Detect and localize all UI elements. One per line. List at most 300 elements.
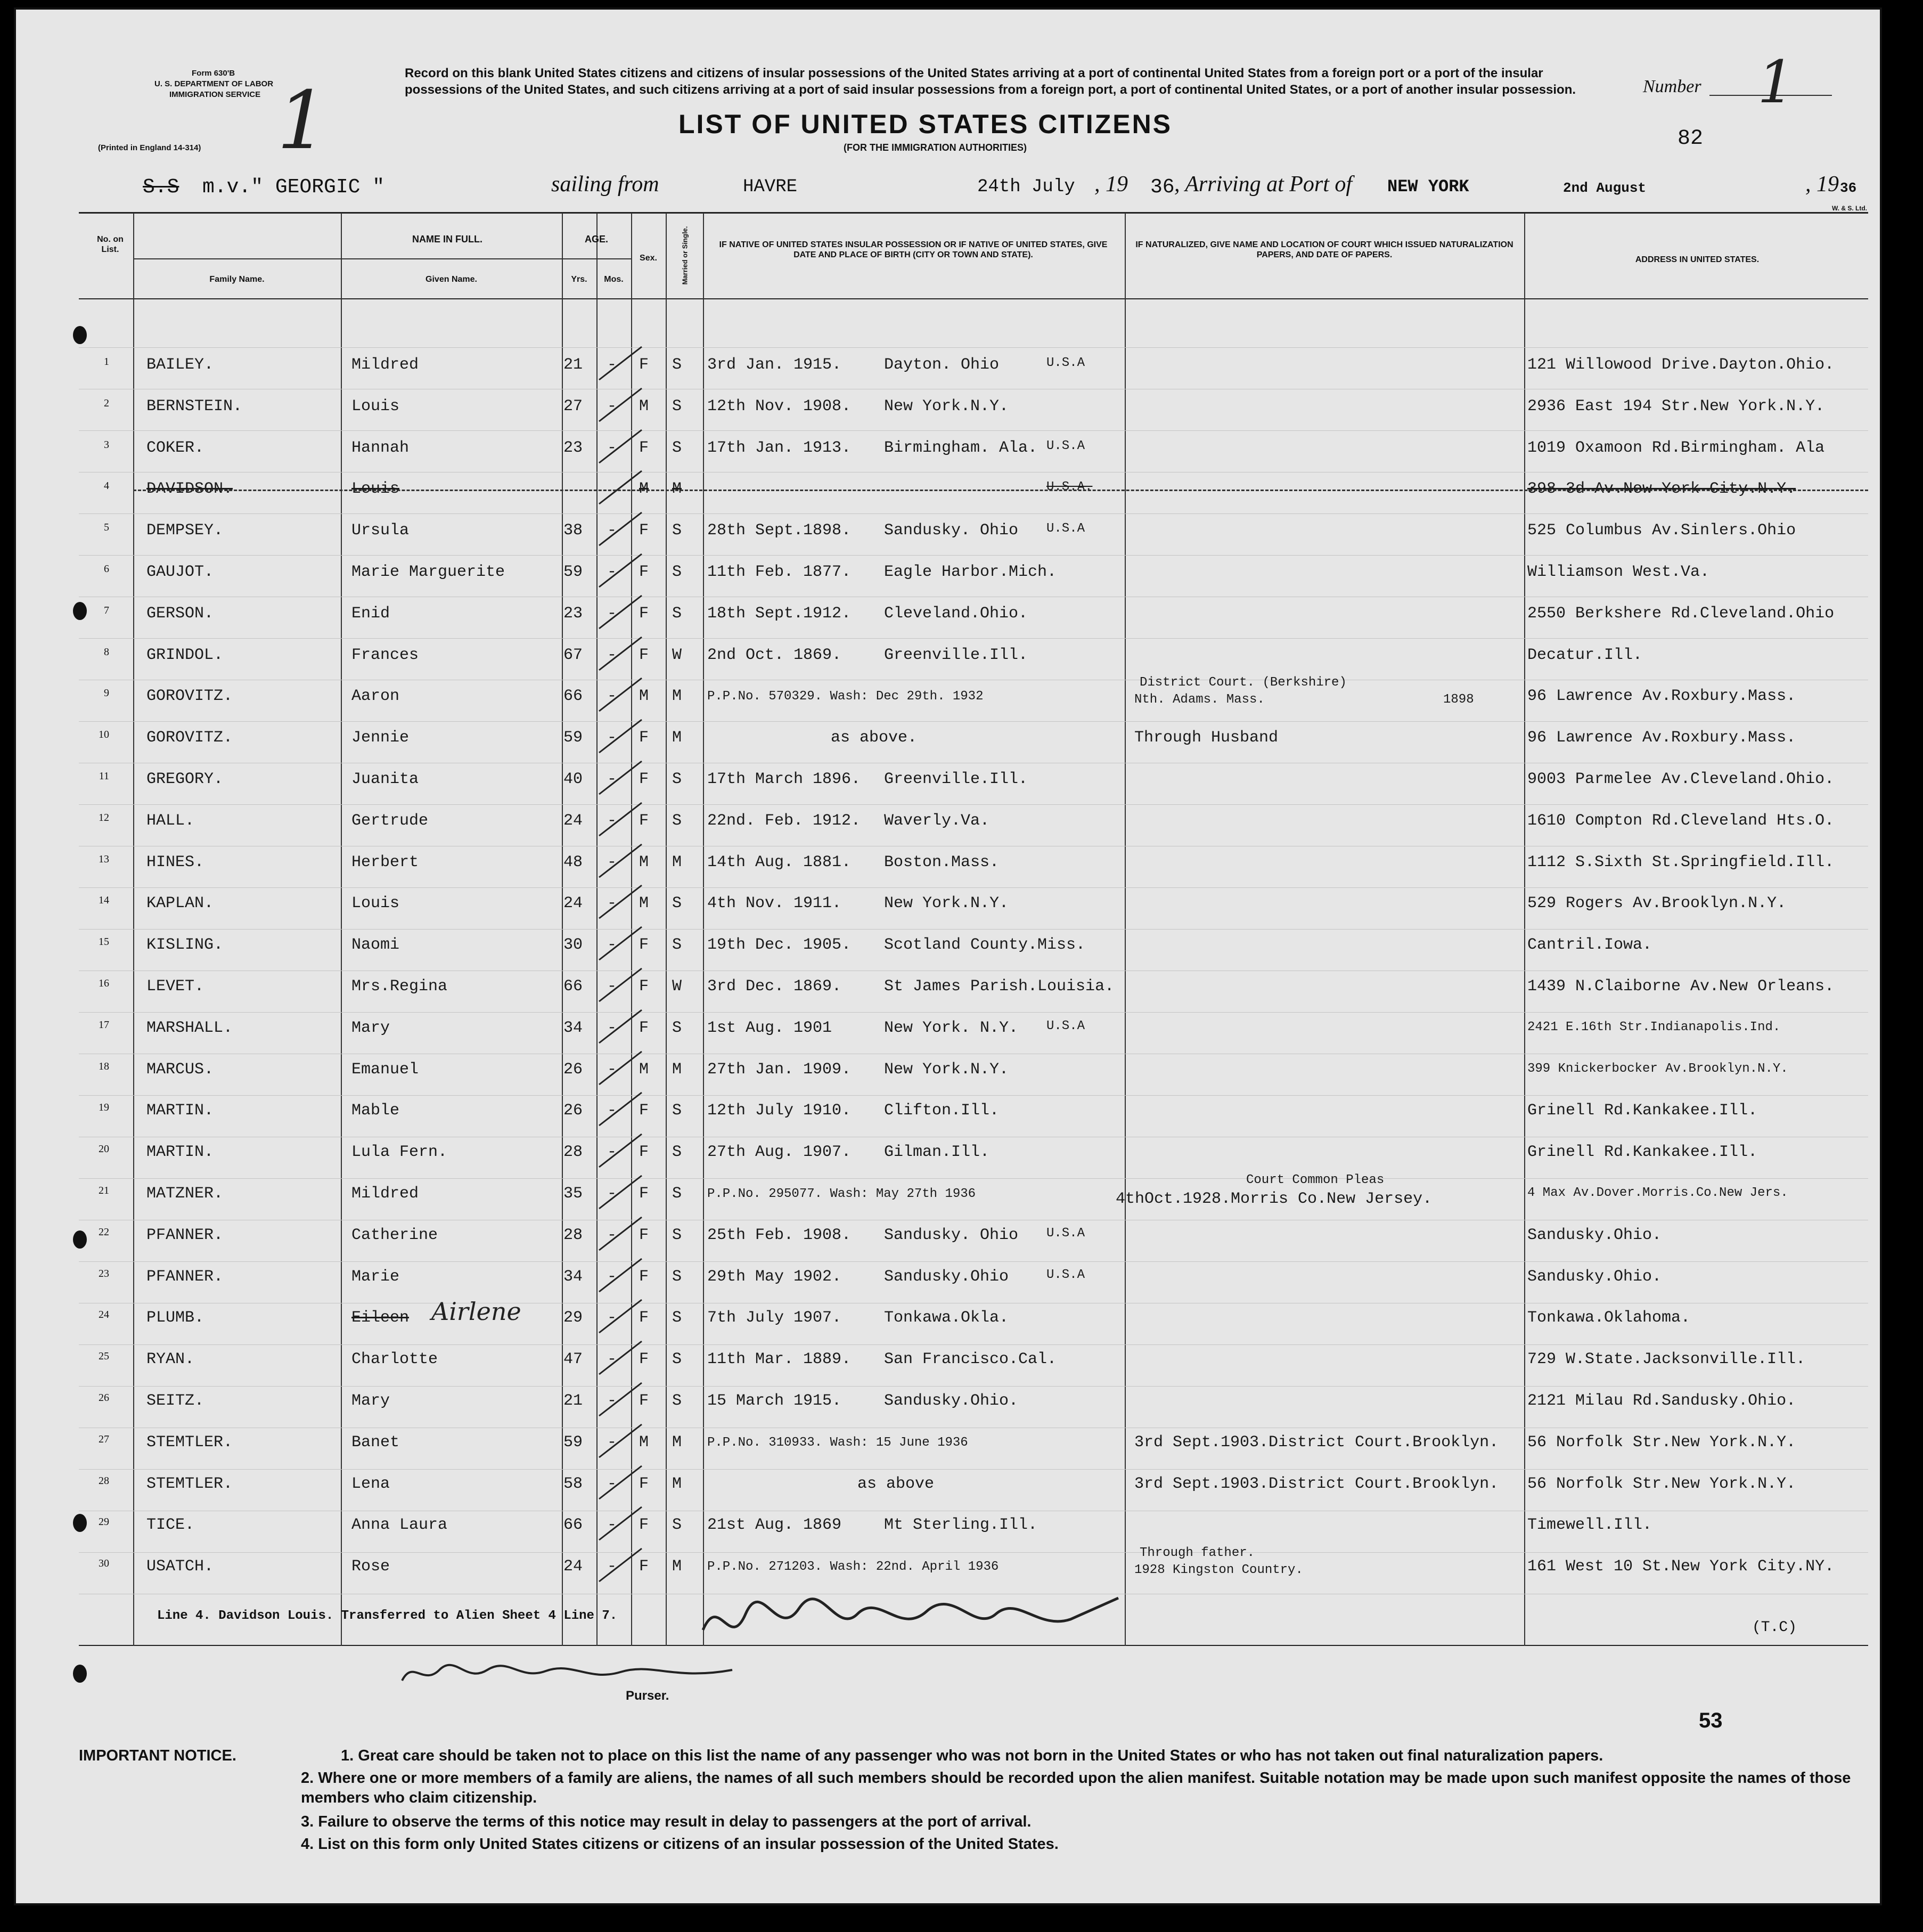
family-name: HALL. xyxy=(146,811,195,830)
row-number: 10 xyxy=(99,729,109,741)
address: Tonkawa.Oklahoma. xyxy=(1527,1309,1691,1327)
sex: F xyxy=(639,729,649,747)
marital-status: S xyxy=(672,1516,682,1535)
birth-place: Eagle Harbor.Mich. xyxy=(884,563,1057,581)
column-divider xyxy=(341,213,342,1646)
family-name: BAILEY. xyxy=(146,356,214,374)
marital-status: S xyxy=(672,1392,682,1410)
given-name: Lula Fern. xyxy=(351,1143,448,1162)
row-rule xyxy=(79,1178,1868,1179)
age-months: - xyxy=(607,1102,617,1120)
year-to: 36 xyxy=(1840,180,1857,196)
given-name: Gertrude xyxy=(351,811,429,830)
checkmark-icon xyxy=(596,1047,644,1090)
checkmark-icon xyxy=(596,1544,644,1587)
row-number: 21 xyxy=(99,1185,109,1196)
age-years: 34 xyxy=(563,1018,583,1037)
port-from: HAVRE xyxy=(743,177,798,197)
marital-status: S xyxy=(672,397,682,415)
checkmark-icon xyxy=(596,1379,644,1421)
punch-hole xyxy=(73,1230,87,1249)
family-name: DAVIDSON. xyxy=(146,480,233,499)
naturalization: 3rd Sept.1903.District Court.Brooklyn. xyxy=(1134,1433,1499,1452)
family-name: PFANNER. xyxy=(146,1267,224,1286)
age-months: - xyxy=(607,853,617,871)
family-name: SEITZ. xyxy=(146,1392,204,1410)
punch-hole xyxy=(73,602,87,620)
age-months: - xyxy=(607,1226,617,1244)
age-months: - xyxy=(607,1143,617,1162)
marital-status: S xyxy=(672,1102,682,1120)
checkmark-icon xyxy=(596,426,644,468)
sex: F xyxy=(639,811,649,830)
sex: F xyxy=(639,1267,649,1286)
marital-status: S xyxy=(672,1267,682,1286)
birth-place: Sandusky.Ohio. xyxy=(884,1392,1019,1410)
birth-place: Sandusky. Ohio xyxy=(884,521,1019,540)
address: 121 Willowood Drive.Dayton.Ohio. xyxy=(1527,356,1835,374)
row-number: 1 xyxy=(104,356,109,368)
checkmark-icon xyxy=(596,508,644,551)
sex: M xyxy=(639,480,649,499)
checkmark-icon xyxy=(596,1503,644,1545)
age-years: 27 xyxy=(563,397,583,415)
birth-place: Gilman.Ill. xyxy=(884,1143,990,1162)
row-number: 29 xyxy=(99,1516,109,1528)
birth-date: P.P.No. 295077. Wash: May 27th 1936 xyxy=(707,1187,976,1201)
age-months: - xyxy=(607,1433,617,1452)
citizenship-note: U.S.A. xyxy=(1046,480,1093,495)
citizenship-note: U.S.A xyxy=(1046,356,1085,370)
marital-status: M xyxy=(672,1060,682,1079)
row-number: 18 xyxy=(99,1060,109,1072)
checkmark-icon xyxy=(596,1462,644,1504)
age-years: 35 xyxy=(563,1185,583,1203)
age-months: - xyxy=(607,1267,617,1286)
birth-place: Sandusky. Ohio xyxy=(884,1226,1019,1244)
family-name: GRINDOL. xyxy=(146,646,224,664)
age-months: - xyxy=(607,356,617,374)
checkmark-icon xyxy=(596,923,644,965)
marital-status: M xyxy=(672,1474,682,1493)
age-months: - xyxy=(607,604,617,623)
sailing-label: sailing from xyxy=(551,172,659,197)
citizenship-note: U.S.A xyxy=(1046,1226,1085,1241)
date-from: 24th July xyxy=(977,177,1075,197)
address: 96 Lawrence Av.Roxbury.Mass. xyxy=(1527,729,1796,747)
row-number: 16 xyxy=(99,977,109,989)
family-name: RYAN. xyxy=(146,1350,195,1369)
column-divider xyxy=(1524,213,1525,1646)
age-years: 24 xyxy=(563,894,583,913)
record-instructions: Record on this blank United States citizens and citizens of insular possessions of the United States arriving at a port of continental United States from a foreign port or a port of the insular possessions of the United States, and such citizens arriving at a port of said insular possessions from a foreign port, a port of continental United States, or a port of another insular possession. xyxy=(405,66,1576,97)
family-name: GOROVITZ. xyxy=(146,687,233,706)
checkmark-icon xyxy=(596,964,644,1007)
birth-date: 17th Jan. 1913. xyxy=(707,438,852,457)
address: Sandusky.Ohio. xyxy=(1527,1267,1662,1286)
family-name: MARCUS. xyxy=(146,1060,214,1079)
age-years: 66 xyxy=(563,687,583,706)
given-name: Mrs.Regina xyxy=(351,977,448,996)
row-number: 2 xyxy=(104,397,109,409)
sex: F xyxy=(639,521,649,540)
family-name: GAUJOT. xyxy=(146,563,214,581)
age-months: - xyxy=(607,521,617,540)
birth-date: 17th March 1896. xyxy=(707,770,861,788)
birth-place: Boston.Mass. xyxy=(884,853,1000,871)
checkmark-icon xyxy=(596,881,644,924)
marital-status: S xyxy=(672,1350,682,1369)
checkmark-icon xyxy=(596,1420,644,1463)
age-months: - xyxy=(607,1185,617,1203)
purser-label: Purser. xyxy=(626,1689,669,1703)
sex: F xyxy=(639,1558,649,1576)
age-months: - xyxy=(607,770,617,788)
birth-place: Cleveland.Ohio. xyxy=(884,604,1028,623)
checkmark-icon xyxy=(596,1254,644,1297)
punch-hole xyxy=(73,1514,87,1532)
age-months: - xyxy=(607,646,617,664)
birth-date: P.P.No. 310933. Wash: 15 June 1936 xyxy=(707,1435,968,1450)
address: 56 Norfolk Str.New York.N.Y. xyxy=(1527,1474,1796,1493)
sex: F xyxy=(639,1392,649,1410)
header-no: No. on List. xyxy=(97,235,124,254)
address: 1112 S.Sixth St.Springfield.Ill. xyxy=(1527,853,1835,871)
age-months: - xyxy=(607,729,617,747)
age-years: 59 xyxy=(563,563,583,581)
row-number: 5 xyxy=(104,521,109,534)
marital-status: W xyxy=(672,646,682,664)
birth-date: 1st Aug. 1901 xyxy=(707,1018,832,1037)
birth-place: Birmingham. Ala. xyxy=(884,438,1038,457)
address: 525 Columbus Av.Sinlers.Ohio xyxy=(1527,521,1796,540)
age-years: 59 xyxy=(563,729,583,747)
row-number: 25 xyxy=(99,1350,109,1363)
row-number: 22 xyxy=(99,1226,109,1238)
family-name: GERSON. xyxy=(146,604,214,623)
header-given: Given Name. xyxy=(425,275,477,284)
row-rule xyxy=(79,513,1868,514)
sex: F xyxy=(639,770,649,788)
birth-date: 3rd Jan. 1915. xyxy=(707,356,842,374)
given-name: Mildred xyxy=(351,356,419,374)
row-rule xyxy=(79,638,1868,639)
citizenship-note: U.S.A xyxy=(1046,1018,1085,1033)
family-name: KISLING. xyxy=(146,936,224,955)
row-rule xyxy=(79,1552,1868,1553)
row-number: 12 xyxy=(99,811,109,824)
header-address: ADDRESS IN UNITED STATES. xyxy=(1635,255,1760,264)
birth-place: San Francisco.Cal. xyxy=(884,1350,1057,1369)
address: Cantril.Iowa. xyxy=(1527,936,1652,955)
row-number: 6 xyxy=(104,563,109,575)
birth-date: as above. xyxy=(831,729,918,747)
checkmark-icon xyxy=(596,633,644,675)
age-years: 24 xyxy=(563,1558,583,1576)
marital-status: S xyxy=(672,563,682,581)
address: Sandusky.Ohio. xyxy=(1527,1226,1662,1244)
given-name: Rose xyxy=(351,1558,390,1576)
given-name: Juanita xyxy=(351,770,419,788)
birth-place: Greenville.Ill. xyxy=(884,770,1028,788)
address: Williamson West.Va. xyxy=(1527,563,1710,581)
punch-hole xyxy=(73,326,87,344)
naturalization-detail: 4thOct.1928.Morris Co.New Jersey. xyxy=(1116,1190,1433,1208)
naturalization-detail: 1928 Kingston Country. xyxy=(1134,1563,1303,1578)
family-name: COKER. xyxy=(146,438,204,457)
notice-item: 1. Great care should be taken not to place on this list the name of any passenger who was not born in the United States or who has not taken out final naturalization papers. xyxy=(341,1747,1603,1764)
family-name: GOROVITZ. xyxy=(146,729,233,747)
age-months: - xyxy=(607,397,617,415)
family-name: KAPLAN. xyxy=(146,894,214,913)
birth-date: 27th Aug. 1907. xyxy=(707,1143,852,1162)
naturalization-year: 1898 xyxy=(1443,692,1474,707)
marital-status: M xyxy=(672,729,682,747)
checkmark-icon xyxy=(596,674,644,716)
address: 2936 East 194 Str.New York.N.Y. xyxy=(1527,397,1825,415)
age-years: 28 xyxy=(563,1226,583,1244)
age-months: - xyxy=(607,1350,617,1369)
page-title: LIST OF UNITED STATES CITIZENS xyxy=(678,109,1173,139)
address: 399 Knickerbocker Av.Brooklyn.N.Y. xyxy=(1527,1061,1788,1076)
row-number: 13 xyxy=(99,853,109,865)
printed-note: (Printed in England 14-314) xyxy=(98,143,201,152)
address: 161 West 10 St.New York City.NY. xyxy=(1527,1558,1835,1576)
age-months: - xyxy=(607,1558,617,1576)
age-months: - xyxy=(607,687,617,706)
handwritten-given-name: Airlene xyxy=(431,1297,521,1326)
naturalization: Court Common Pleas xyxy=(1246,1173,1385,1187)
address: Grinell Rd.Kankakee.Ill. xyxy=(1527,1143,1758,1162)
family-name: MATZNER. xyxy=(146,1185,224,1203)
sex: F xyxy=(639,1102,649,1120)
sex: M xyxy=(639,397,649,415)
age-months: - xyxy=(607,1018,617,1037)
punch-hole xyxy=(73,1665,87,1683)
age-months: - xyxy=(607,1060,617,1079)
marital-status: S xyxy=(672,604,682,623)
address: 56 Norfolk Str.New York.N.Y. xyxy=(1527,1433,1796,1452)
row-number: 27 xyxy=(99,1433,109,1445)
header-age: AGE. xyxy=(584,234,608,244)
family-name: STEMTLER. xyxy=(146,1474,233,1493)
row-number: 7 xyxy=(104,604,109,616)
age-years: 26 xyxy=(563,1102,583,1120)
age-years: 23 xyxy=(563,604,583,623)
address: 2421 E.16th Str.Indianapolis.Ind. xyxy=(1527,1020,1781,1034)
checkmark-icon xyxy=(596,1295,644,1338)
row-number: 11 xyxy=(99,770,109,782)
signature xyxy=(698,1582,1124,1657)
row-number: 23 xyxy=(99,1267,109,1279)
marital-status: S xyxy=(672,1018,682,1037)
marital-status: S xyxy=(672,894,682,913)
birth-date: 29th May 1902. xyxy=(707,1267,842,1286)
marital-status: M xyxy=(672,1433,682,1452)
number-label: Number xyxy=(1643,77,1701,96)
sex: M xyxy=(639,894,649,913)
sex: F xyxy=(639,977,649,996)
checkmark-icon xyxy=(596,550,644,592)
sex: F xyxy=(639,1516,649,1535)
citizenship-note: U.S.A xyxy=(1046,1267,1085,1282)
checkmark-icon xyxy=(596,343,644,385)
row-rule xyxy=(79,887,1868,888)
checkmark-icon xyxy=(596,384,644,427)
naturalization: Through father. xyxy=(1140,1546,1255,1561)
family-name: STEMTLER. xyxy=(146,1433,233,1452)
sex: F xyxy=(639,1226,649,1244)
row-rule xyxy=(79,347,1868,348)
age-years: 26 xyxy=(563,1060,583,1079)
port-to: NEW YORK xyxy=(1387,177,1469,197)
birth-date: 11th Feb. 1877. xyxy=(707,563,852,581)
age-months: - xyxy=(607,977,617,996)
row-strike-line xyxy=(133,490,1868,491)
age-months: - xyxy=(607,811,617,830)
sex: F xyxy=(639,646,649,664)
given-name: Eileen xyxy=(351,1309,410,1327)
sex: F xyxy=(639,1309,649,1327)
purser-signature xyxy=(397,1649,738,1697)
marital-status: S xyxy=(672,1226,682,1244)
family-name: LEVET. xyxy=(146,977,204,996)
given-name: Hannah xyxy=(351,438,410,457)
birth-place: Scotland County.Miss. xyxy=(884,936,1086,955)
line-note: Line 4. Davidson Louis. Transferred to Alien Sheet 4 Line 7. xyxy=(157,1609,618,1623)
marital-status: M xyxy=(672,687,682,706)
sex: F xyxy=(639,563,649,581)
family-name: HINES. xyxy=(146,853,204,871)
birth-place: Waverly.Va. xyxy=(884,811,990,830)
given-name: Marie xyxy=(351,1267,400,1286)
citizenship-note: U.S.A xyxy=(1046,521,1085,536)
header-birth: IF NATIVE OF UNITED STATES INSULAR POSSESSION OR IF NATIVE OF UNITED STATES, GIVE DATE AND PLACE OF BIRTH (CITY OR TOWN AND STATE). xyxy=(719,240,1108,259)
age-months: - xyxy=(607,1309,617,1327)
number-value: 1 xyxy=(1757,48,1795,116)
age-years: 59 xyxy=(563,1433,583,1452)
row-number: 20 xyxy=(99,1143,109,1155)
row-rule xyxy=(79,1469,1868,1470)
birth-place: Greenville.Ill. xyxy=(884,646,1028,664)
checkmark-icon xyxy=(596,1088,644,1131)
given-name: Jennie xyxy=(351,729,410,747)
row-rule xyxy=(79,929,1868,930)
birth-place: New York. N.Y. xyxy=(884,1018,1019,1037)
birth-date: 25th Feb. 1908. xyxy=(707,1226,852,1244)
birth-date: 7th July 1907. xyxy=(707,1309,842,1327)
row-rule xyxy=(79,1261,1868,1262)
arriving-label: , Arriving at Port of xyxy=(1174,172,1353,197)
age-years: 29 xyxy=(563,1309,583,1327)
birth-place: St James Parish.Louisia. xyxy=(884,977,1115,996)
marital-status: M xyxy=(672,1558,682,1576)
given-name: Lena xyxy=(351,1474,390,1493)
year-prefix-from: , 19 xyxy=(1094,172,1128,197)
address: 9003 Parmelee Av.Cleveland.Ohio. xyxy=(1527,770,1835,788)
birth-date: 27th Jan. 1909. xyxy=(707,1060,852,1079)
naturalization: District Court. (Berkshire) xyxy=(1140,675,1347,690)
birth-date: 12th Nov. 1908. xyxy=(707,397,852,415)
sex: F xyxy=(639,936,649,955)
given-name: Naomi xyxy=(351,936,400,955)
family-name: PLUMB. xyxy=(146,1309,204,1327)
notice-item: 2. Where one or more members of a family are aliens, the names of all such members should be recorded upon the alien manifest. Suitable notation may be made upon such manifest opposite the names of those members who claim citizenship. xyxy=(301,1770,1851,1806)
sex: F xyxy=(639,356,649,374)
age-months: - xyxy=(607,894,617,913)
given-name: Louis xyxy=(351,397,400,415)
given-name: Mildred xyxy=(351,1185,419,1203)
birth-place: Dayton. Ohio xyxy=(884,356,1000,374)
given-name: Anna Laura xyxy=(351,1516,448,1535)
checkmark-icon xyxy=(596,1213,644,1256)
address: Timewell.Ill. xyxy=(1527,1516,1652,1535)
checkmark-icon xyxy=(596,840,644,883)
header-mos: Mos. xyxy=(604,275,624,284)
given-name: Enid xyxy=(351,604,390,623)
row-number: 3 xyxy=(104,438,109,451)
row-number: 15 xyxy=(99,936,109,948)
family-name: GREGORY. xyxy=(146,770,224,788)
family-name: BERNSTEIN. xyxy=(146,397,243,415)
sex: F xyxy=(639,1185,649,1203)
vessel-prefix: S.S xyxy=(143,176,179,199)
column-divider xyxy=(666,213,667,1646)
checkmark-icon xyxy=(596,1006,644,1048)
given-name: Louis xyxy=(351,480,400,499)
marital-status: W xyxy=(672,977,682,996)
birth-date: P.P.No. 271203. Wash: 22nd. April 1936 xyxy=(707,1560,999,1575)
given-name: Marie Marguerite xyxy=(351,563,505,581)
naturalization: 3rd Sept.1903.District Court.Brooklyn. xyxy=(1134,1474,1499,1493)
header-naturalized: IF NATURALIZED, GIVE NAME AND LOCATION OF COURT WHICH ISSUED NATURALIZATION PAPERS, AND DATE OF PAPERS. xyxy=(1135,240,1513,259)
row-number: 24 xyxy=(99,1309,109,1321)
marital-status: M xyxy=(672,480,682,499)
age-months: - xyxy=(607,936,617,955)
column-divider xyxy=(1125,213,1126,1646)
given-name: Ursula xyxy=(351,521,410,540)
age-years: 21 xyxy=(563,356,583,374)
address: 398-3d Av.New York City.N.Y. xyxy=(1527,480,1796,499)
notice-item: 3. Failure to observe the terms of this notice may result in delay to passengers at the port of arrival. xyxy=(301,1813,1032,1830)
column-divider xyxy=(703,213,704,1646)
marital-status: S xyxy=(672,356,682,374)
given-name: Emanuel xyxy=(351,1060,419,1079)
marital-status: S xyxy=(672,1185,682,1203)
checkmark-icon xyxy=(596,715,644,758)
marital-status: S xyxy=(672,438,682,457)
marital-status: S xyxy=(672,1143,682,1162)
tc-note: (T.C) xyxy=(1752,1619,1797,1636)
row-number: 30 xyxy=(99,1558,109,1570)
column-divider xyxy=(562,213,563,1646)
row-rule xyxy=(79,1012,1868,1013)
notice-item: 4. List on this form only United States citizens or citizens of an insular possession of the United States. xyxy=(301,1836,1059,1853)
row-number: 8 xyxy=(104,646,109,658)
birth-date: 3rd Dec. 1869. xyxy=(707,977,842,996)
vessel-name: m.v." GEORGIC " xyxy=(202,176,385,199)
address: Decatur.Ill. xyxy=(1527,646,1643,664)
age-years: 34 xyxy=(563,1267,583,1286)
age-years: 28 xyxy=(563,1143,583,1162)
row-number: 14 xyxy=(99,894,109,907)
naturalization-detail: Nth. Adams. Mass. xyxy=(1134,692,1265,707)
birth-place: New York.N.Y. xyxy=(884,894,1009,913)
age-months: - xyxy=(607,438,617,457)
age-months: - xyxy=(607,1474,617,1493)
given-name: Mary xyxy=(351,1018,390,1037)
given-name: Mary xyxy=(351,1392,390,1410)
